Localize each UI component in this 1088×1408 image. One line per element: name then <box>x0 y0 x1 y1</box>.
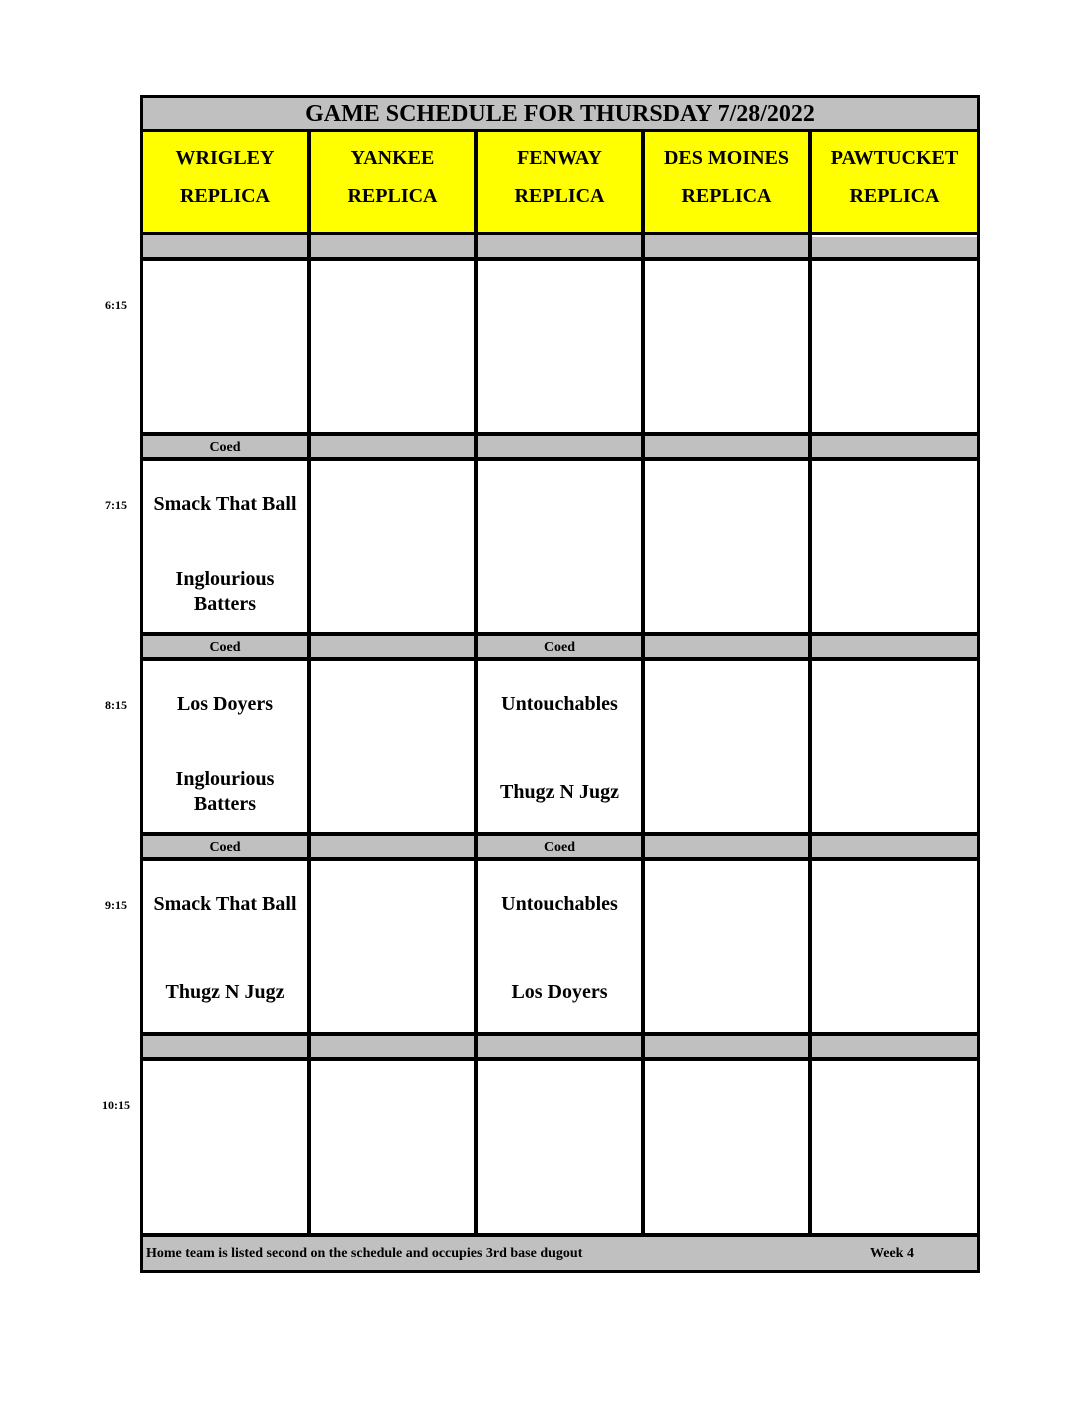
week-label: Week 4 <box>870 1246 914 1261</box>
footer-note: Home team is listed second on the schedule and occupies 3rd base dugout <box>146 1246 583 1261</box>
field-header-fenway <box>478 132 641 234</box>
team-away: Smack That Ball <box>153 493 297 515</box>
field-subname: REPLICA <box>514 185 605 207</box>
grid-line <box>143 857 977 861</box>
grid-line <box>143 457 977 461</box>
grid-line <box>307 132 311 1233</box>
grid-line <box>143 257 977 261</box>
time-label: 10:15 <box>102 1098 130 1112</box>
grid-line <box>143 432 977 436</box>
field-header-yankee <box>311 132 474 234</box>
grid-line <box>143 657 977 661</box>
field-name: YANKEE <box>350 147 435 169</box>
time-label: 7:15 <box>105 498 127 512</box>
team-home: Thugz N Jugz <box>500 781 619 803</box>
grid-line <box>143 1057 977 1061</box>
grid-line <box>474 132 478 1233</box>
team-away: Los Doyers <box>176 693 274 715</box>
team-home: Thugz N Jugz <box>165 981 285 1003</box>
time-label: 6:15 <box>105 298 127 312</box>
field-subname: REPLICA <box>347 185 438 207</box>
field-name: PAWTUCKET <box>830 147 959 169</box>
division-label: Coed <box>143 636 307 658</box>
field-subname: REPLICA <box>681 185 772 207</box>
grid-line <box>808 132 812 1233</box>
division-label: Coed <box>143 836 307 858</box>
grid-line <box>143 632 977 636</box>
team-away: Untouchables <box>501 693 618 715</box>
field-subname: REPLICA <box>849 185 940 207</box>
schedule-footer <box>143 1237 977 1270</box>
division-label: Coed <box>478 636 641 658</box>
team-home: Inglourious Batters <box>175 768 275 815</box>
field-header-pawtucket <box>812 132 977 234</box>
field-name: DES MOINES <box>663 147 790 169</box>
schedule-title: GAME SCHEDULE FOR THURSDAY 7/28/2022 <box>143 98 977 132</box>
field-header-des-moines <box>645 132 808 234</box>
division-label: Coed <box>478 836 641 858</box>
time-label: 8:15 <box>105 698 127 712</box>
team-home: Inglourious Batters <box>175 568 275 615</box>
team-away: Smack That Ball <box>153 893 297 915</box>
team-home: Los Doyers <box>511 981 608 1003</box>
grid-line <box>641 132 645 1233</box>
grid-line <box>143 232 977 235</box>
time-label: 9:15 <box>105 898 127 912</box>
division-label: Coed <box>143 436 307 458</box>
field-name: FENWAY <box>517 147 602 169</box>
field-name: WRIGLEY <box>175 147 275 169</box>
grid-line <box>143 832 977 836</box>
team-away: Untouchables <box>501 893 618 915</box>
field-subname: REPLICA <box>179 185 270 207</box>
grid-line <box>143 1032 977 1036</box>
schedule-frame <box>140 95 980 1273</box>
field-header-wrigley <box>143 132 307 234</box>
